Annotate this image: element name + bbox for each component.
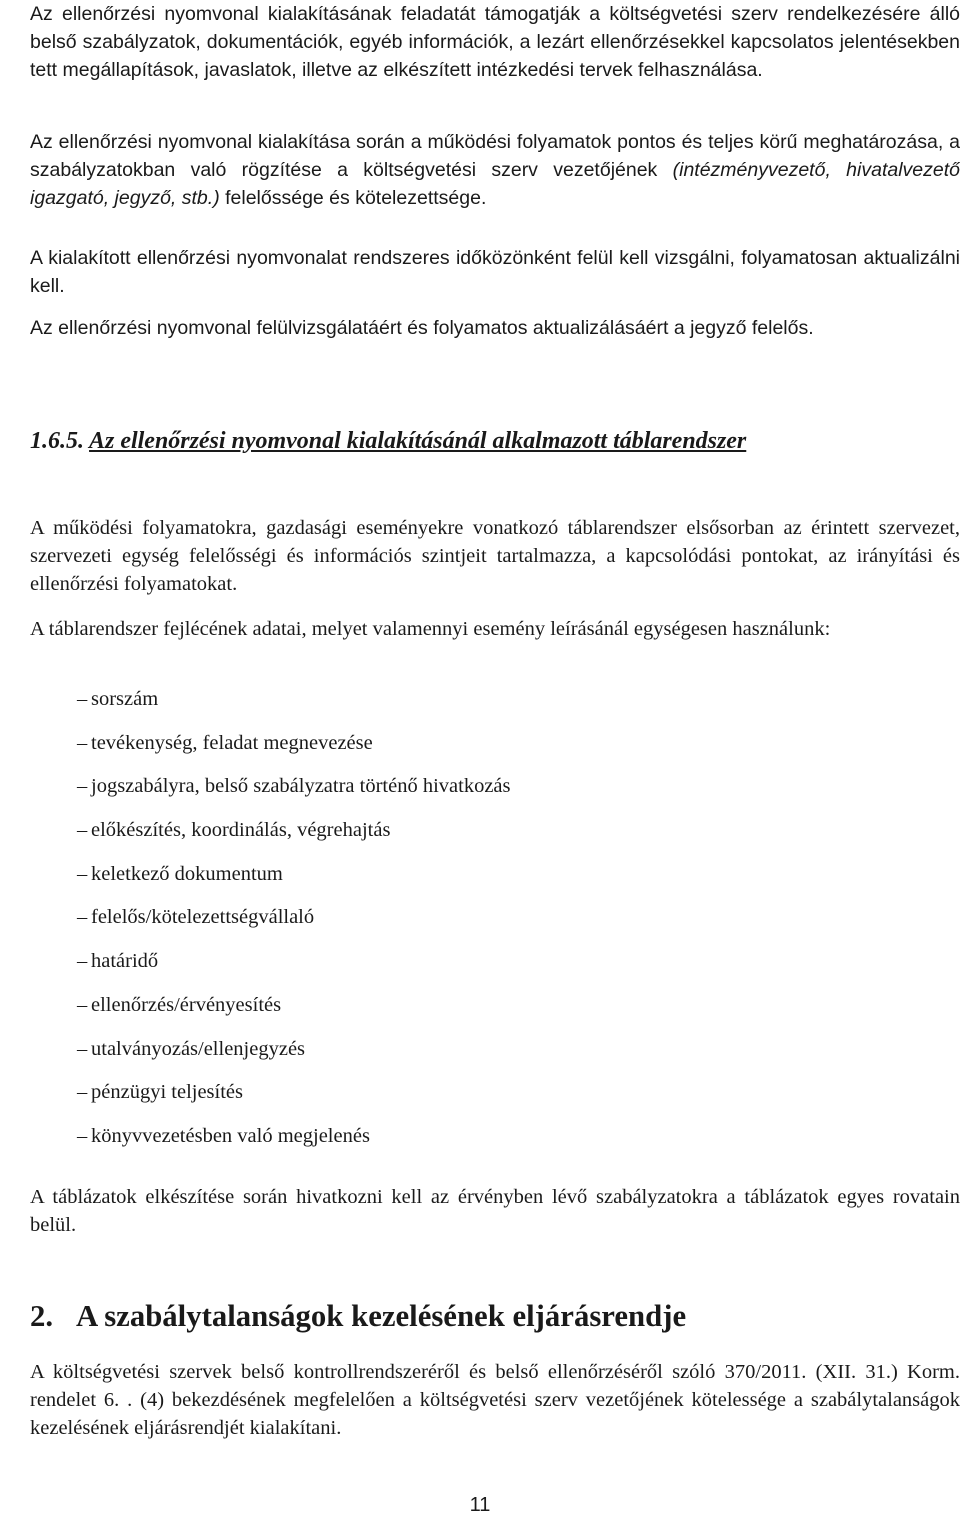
paragraph-table-system: A működési folyamatokra, gazdasági eseményekre vonatkozó táblarendszer elsősorban az érintett szervezet, szervezeti egység felelősségi és információs szintjeit tartalmazza, a kapcsolódási pontokat, az irányítási és ellenőrzési folyamatokat. xyxy=(30,517,960,595)
list-item: – sorszám xyxy=(77,688,159,710)
section-heading-number: 1.6.5. xyxy=(30,428,84,454)
list-item: – előkészítés, koordinálás, végrehajtás xyxy=(77,819,391,842)
page-number: 11 xyxy=(469,1494,491,1516)
paragraph-text: Az ellenőrzési nyomvonal kialakítása során a működési folyamatok pontos és teljes körű meghatározása, a szabályzatokban való rögzítése a költségvetési szerv vezetőjének xyxy=(30,131,960,181)
paragraph-review-requirement: A kialakított ellenőrzési nyomvonalat rendszeres időközönként felül kell vizsgálni, folyamatosan aktualizálni kell. xyxy=(30,247,960,297)
chapter-heading-number: 2. xyxy=(30,1299,54,1333)
chapter-heading xyxy=(30,1299,687,1333)
chapter-heading-text: A szabálytalanságok kezelésének eljárásrendje xyxy=(76,1299,687,1333)
section-heading xyxy=(30,427,746,455)
paragraph-table-header-data: A táblarendszer fejlécének adatai, melyet valamennyi esemény leírásánál egységesen használunk: xyxy=(30,618,831,640)
paragraph-notary-responsibility: Az ellenőrzési nyomvonal felülvizsgálatáért és folyamatos aktualizálásáért a jegyző felelős. xyxy=(30,317,814,339)
list-item: – felelős/kötelezettségvállaló xyxy=(77,906,315,929)
list-item: – könyvvezetésben való megjelenés xyxy=(77,1124,370,1147)
paragraph-control-trail-support: Az ellenőrzési nyomvonal kialakításának feladatát támogatják a költségvetési szerv rendelkezésére álló belső szabályzatok, dokumentációk, egyéb információk, a lezárt ellenőrzésekkel kapcsolatos jelentésekben tett megállapítások, javaslatok, illetve az elkészített intézkedési tervek felhasználása. xyxy=(30,3,960,81)
list-item: – határidő xyxy=(77,950,159,973)
list-item: – pénzügyi teljesítés xyxy=(77,1081,243,1104)
section-heading-text: Az ellenőrzési nyomvonal kialakításánál alkalmazott táblarendszer xyxy=(89,428,747,454)
list-item: – ellenőrzés/érvényesítés xyxy=(77,993,282,1016)
list-item: – keletkező dokumentum xyxy=(77,862,283,885)
header-field-list xyxy=(77,685,511,1166)
list-item: – utalványozás/ellenjegyzés xyxy=(77,1037,306,1060)
paragraph-text-end: felelőssége és kötelezettsége. xyxy=(219,187,487,209)
list-item: – jogszabályra, belső szabályzatra történő hivatkozás xyxy=(77,775,511,798)
list-item: – tevékenység, feladat megnevezése xyxy=(77,731,373,754)
paragraph-table-references: A táblázatok elkészítése során hivatkozni kell az érvényben lévő szabályzatokra a táblázatok egyes rovatain belül. xyxy=(30,1186,960,1236)
paragraph-control-trail-responsibility xyxy=(30,128,960,212)
paragraph-italic-note: (intézményvezető, hivatalvezető igazgató, jegyző, stb.) xyxy=(30,159,960,209)
paragraph-irregularity-procedure: A költségvetési szervek belső kontrollrendszeréről és belső ellenőrzéséről szóló 370/2011. (XII. 31.) Korm. rendelet 6. . (4) bekezdésének megfelelően a költségvetési szerv vezetőjének kötelessége a szabálytalanságok kezelésének eljárásrendjét kialakítani. xyxy=(30,1361,960,1439)
